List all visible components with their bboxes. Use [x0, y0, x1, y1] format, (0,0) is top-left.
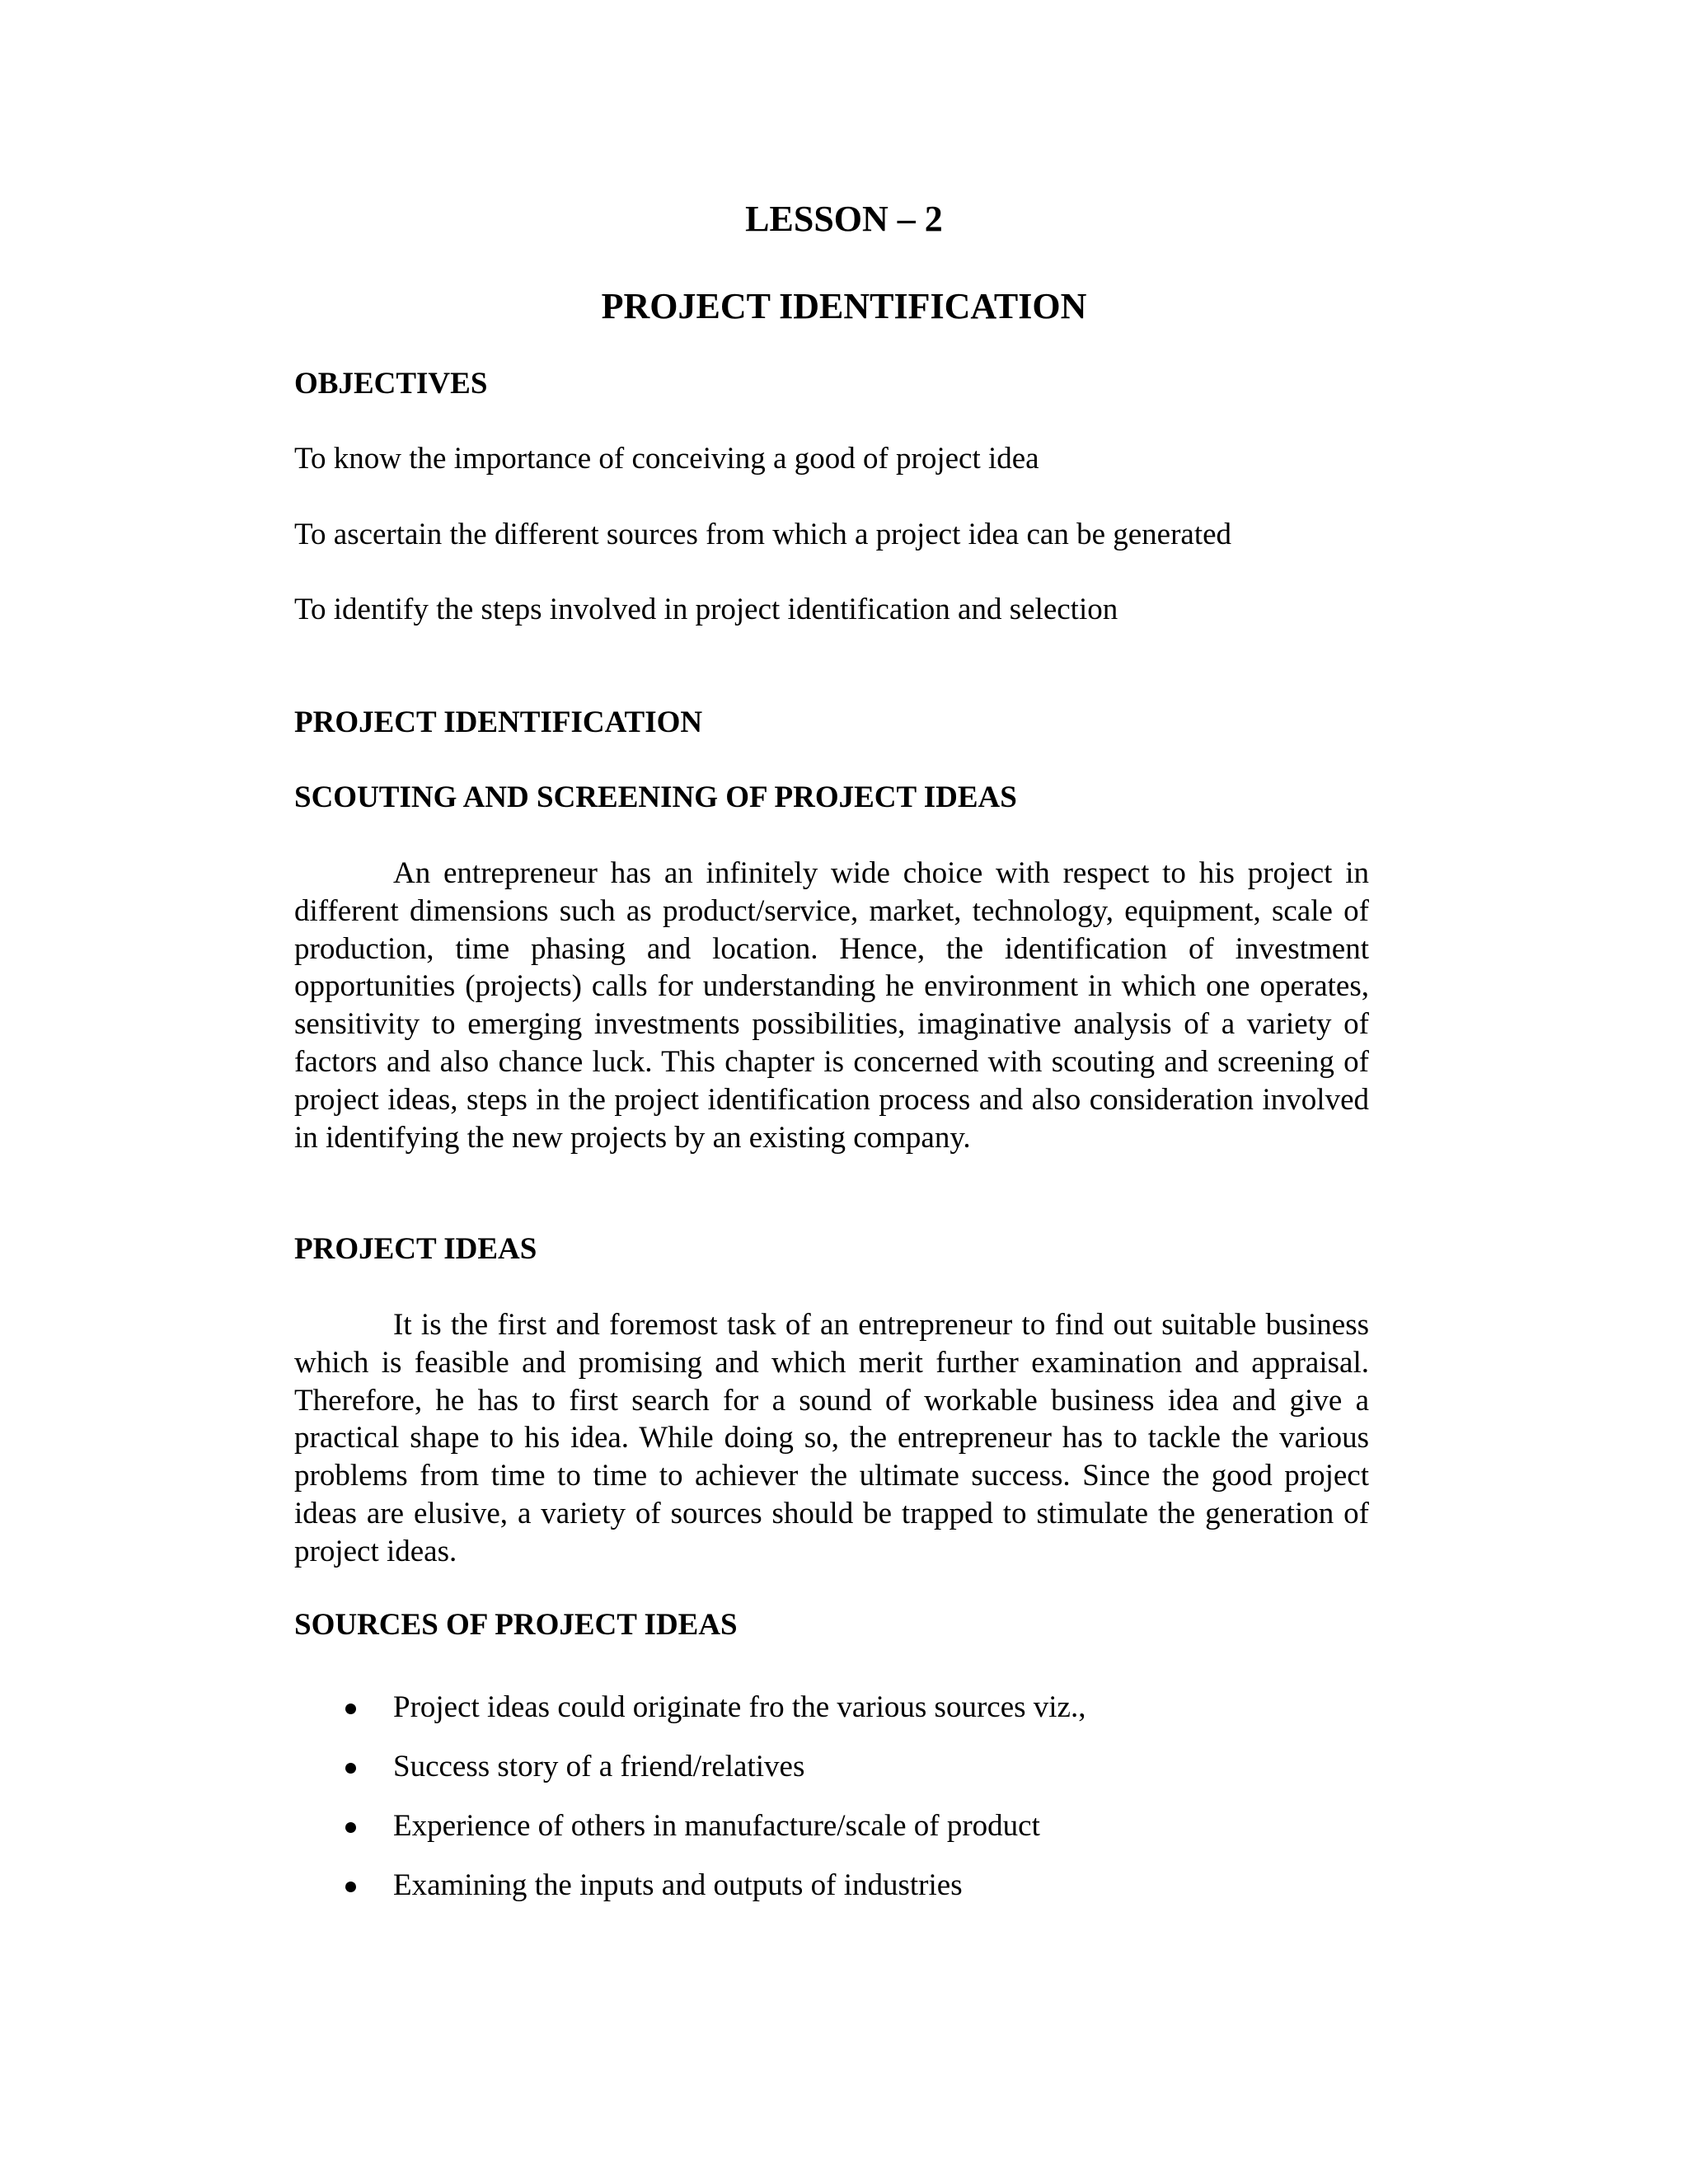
objective-item: To ascertain the different sources from which a project idea can be generated	[294, 518, 1232, 551]
bullet-icon	[345, 1822, 356, 1833]
objective-item: To identify the steps involved in project identification and selection	[294, 593, 1118, 626]
bullet-icon	[345, 1763, 356, 1774]
bullet-text: Success story of a friend/relatives	[393, 1750, 805, 1783]
scouting-paragraph: An entrepreneur has an infinitely wide choice with respect to his project in different dimensions such as product/service, market, technology, equipment, scale of production, time phasing and location. Hence, the identification of investment opportunities (projects) calls for understanding he environment in which one operates, sensitivity to emerging investments possibilities, imaginative analysis of a variety of factors and also chance luck. This chapter is concerned with scouting and screening of project ideas, steps in the project identification process and also consideration involved in identifying the new projects by an existing company.	[294, 856, 1369, 1155]
project-identification-heading: PROJECT IDENTIFICATION	[294, 705, 703, 739]
lesson-title: LESSON – 2	[745, 199, 943, 239]
bullet-text: Project ideas could originate fro the various sources viz.,	[393, 1690, 1086, 1724]
objective-item: To know the importance of conceiving a good of project idea	[294, 442, 1039, 476]
objectives-heading: OBJECTIVES	[294, 367, 488, 401]
sources-heading: SOURCES OF PROJECT IDEAS	[294, 1608, 738, 1642]
bullet-icon	[345, 1704, 356, 1714]
bullet-text: Examining the inputs and outputs of industries	[393, 1868, 963, 1902]
project-ideas-heading: PROJECT IDEAS	[294, 1232, 537, 1266]
project-ideas-paragraph: It is the first and foremost task of an entrepreneur to find out suitable business which is feasible and promising and which merit further examination and appraisal. Therefore, he has to first search for a sound of workable business idea and give a practical shape to his idea. While doing so, the entrepreneur has to tackle the various problems from time to time to achiever the ultimate success. Since the good project ideas are elusive, a variety of sources should be trapped to stimulate the generation of project ideas.	[294, 1308, 1369, 1568]
bullet-text: Experience of others in manufacture/scale of product	[393, 1809, 1040, 1843]
main-title: PROJECT IDENTIFICATION	[601, 286, 1087, 326]
bullet-icon	[345, 1882, 356, 1892]
scouting-screening-heading: SCOUTING AND SCREENING OF PROJECT IDEAS	[294, 780, 1017, 814]
